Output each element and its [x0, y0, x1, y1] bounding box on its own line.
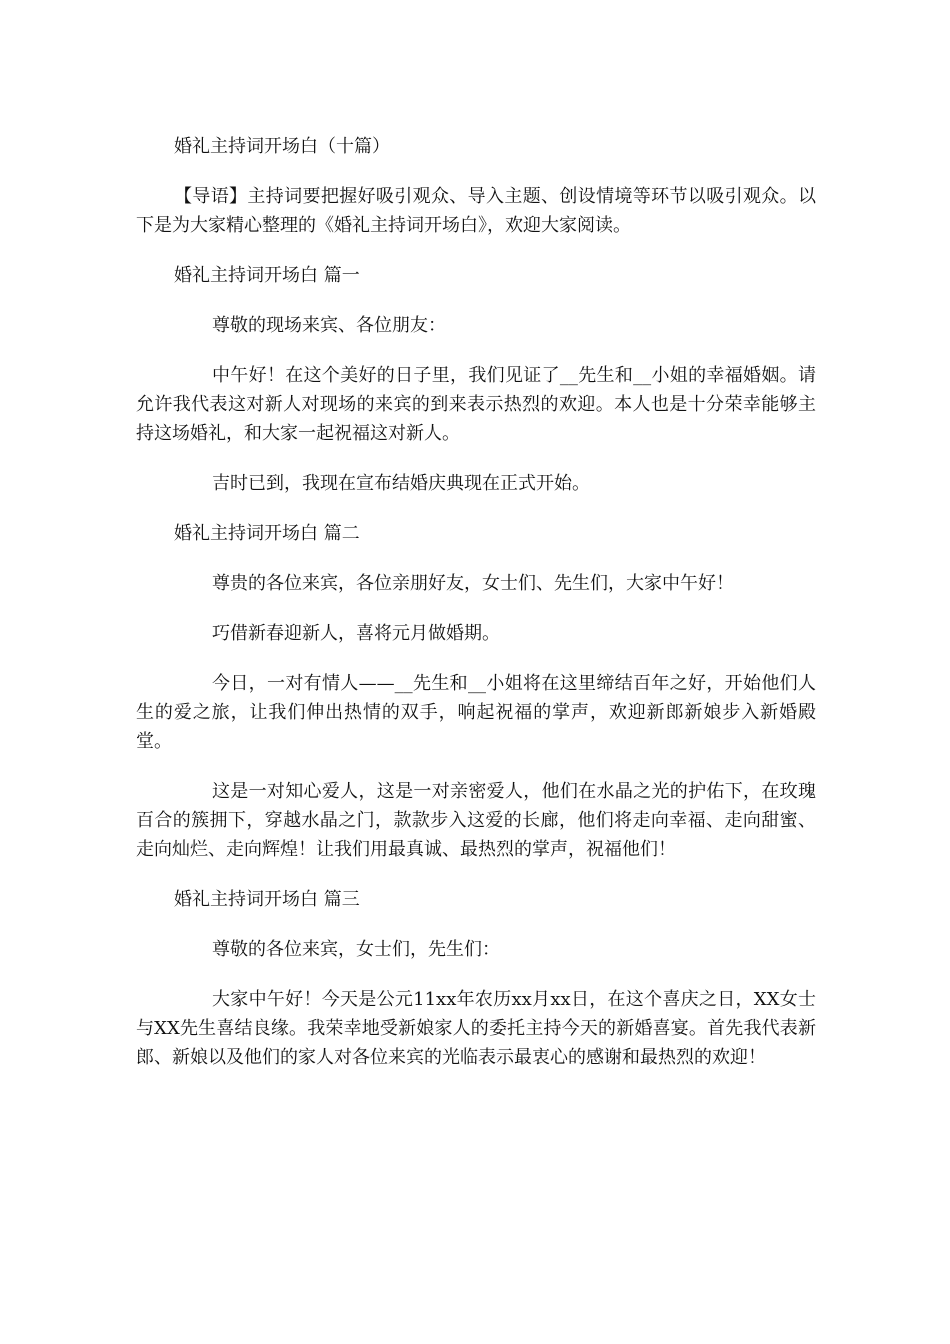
- section-heading: 婚礼主持词开场白 篇三: [174, 889, 360, 910]
- paragraph: 尊敬的现场来宾、各位朋友：: [212, 315, 446, 336]
- paragraph: 尊敬的各位来宾，女士们，先生们：: [212, 939, 500, 960]
- paragraph: 吉时已到，我现在宣布结婚庆典现在正式开始。: [212, 473, 590, 494]
- section-heading: 婚礼主持词开场白 篇一: [174, 265, 360, 286]
- paragraph: 尊贵的各位来宾，各位亲朋好友，女士们、先生们，大家中午好！: [212, 573, 734, 594]
- section-heading: 婚礼主持词开场白 篇二: [174, 523, 360, 544]
- intro-paragraph: 【导语】主持词要把握好吸引观众、导入主题、创设情境等环节以吸引观众。以下是为大家精心整理的《婚礼主持词开场白》，欢迎大家阅读。: [136, 186, 816, 236]
- document-page: [136, 132, 816, 1093]
- paragraph: 巧借新春迎新人，喜将元月做婚期。: [212, 623, 500, 644]
- paragraph: 今日，一对有情人——__先生和__小姐将在这里缔结百年之好，开始他们人生的爱之旅，让我们伸出热情的双手，响起祝福的掌声，欢迎新郎新娘步入新婚殿堂。: [136, 673, 816, 752]
- document-title: 婚礼主持词开场白（十篇）: [174, 136, 390, 157]
- paragraph: 大家中午好！今天是公元11xx年农历xx月xx日，在这个喜庆之日，XX女士与XX先生喜结良缘。我荣幸地受新娘家人的委托主持今天的新婚喜宴。首先我代表新郎、新娘以及他们的家人对各位来宾的光临表示最衷心的感谢和最热烈的欢迎！: [136, 989, 816, 1068]
- section-2: [136, 519, 816, 864]
- paragraph: 中午好！在这个美好的日子里，我们见证了__先生和__小姐的幸福婚姻。请允许我代表这对新人对现场的来宾的到来表示热烈的欢迎。本人也是十分荣幸能够主持这场婚礼，和大家一起祝福这对新人。: [136, 365, 816, 444]
- section-1: [136, 261, 816, 498]
- paragraph: 这是一对知心爱人，这是一对亲密爱人，他们在水晶之光的护佑下，在玫瑰百合的簇拥下，穿越水晶之门，款款步入这爱的长廊，他们将走向幸福、走向甜蜜、走向灿烂、走向辉煌！让我们用最真诚、最热烈的掌声，祝福他们！: [136, 781, 816, 860]
- section-3: [136, 885, 816, 1072]
